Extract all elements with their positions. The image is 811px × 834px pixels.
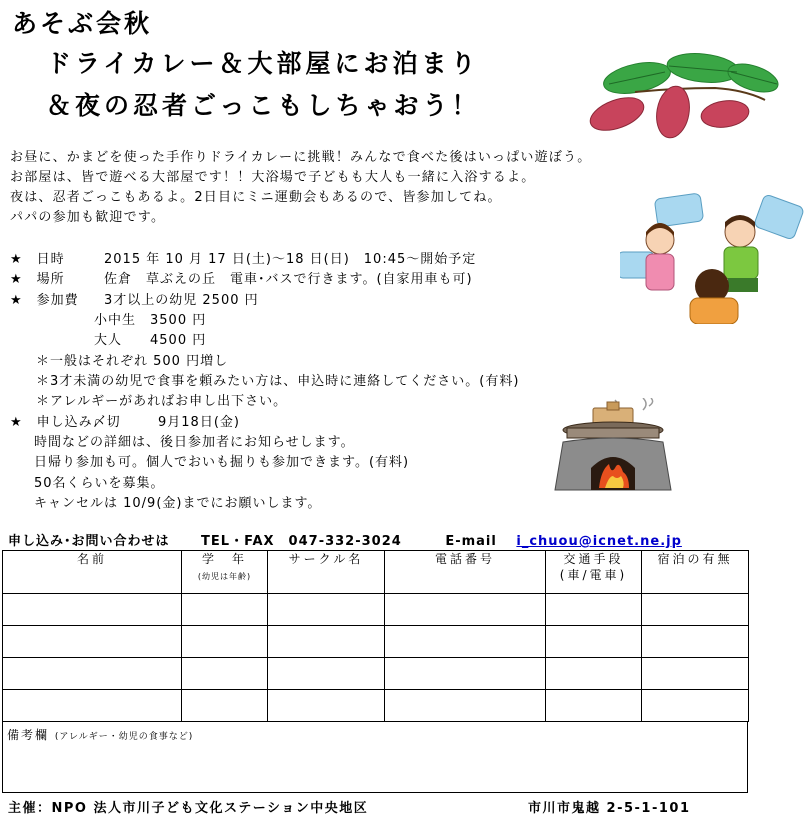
cell-grade[interactable] <box>182 594 268 626</box>
cell-circle[interactable] <box>268 594 385 626</box>
intro-line-3: 夜は、忍者ごっこもあるよ。2日目にミニ運動会もあるので、皆参加してね。 <box>10 190 502 205</box>
header-stay: 宿泊の有無 <box>642 551 749 594</box>
info-capacity: 50名くらいを募集。 <box>34 476 165 491</box>
kamado-stove-illustration <box>545 398 675 492</box>
header-grade: 学 年 (幼児は年齢) <box>182 551 268 594</box>
header-phone: 電話番号 <box>385 551 546 594</box>
deadline-value: 9月18日(金) <box>158 415 240 430</box>
note-general: ＊一般はそれぞれ 500 円増し <box>36 354 229 369</box>
cell-name[interactable] <box>3 690 182 722</box>
cell-name[interactable] <box>3 626 182 658</box>
cell-transport[interactable] <box>546 690 642 722</box>
remarks-label: 備考欄 (アレルギー・幼児の食事など) <box>7 728 194 742</box>
cell-phone[interactable] <box>385 626 546 658</box>
date-value: 2015 年 10 月 17 日(土)～18 日(日) 10:45～開始予定 <box>104 252 477 267</box>
cell-transport[interactable] <box>546 594 642 626</box>
application-form-table <box>2 550 749 722</box>
event-series-title: あそぶ会秋 <box>12 9 153 38</box>
intro-line-4: パパの参加も歓迎です。 <box>10 210 166 225</box>
intro-line-1: お昼に、かまどを使った手作りドライカレーに挑戦！みんなで食べた後はいっぱい遊ぼう。 <box>10 150 592 165</box>
contact-line <box>8 530 808 549</box>
kids-pillow-fight-illustration <box>620 192 805 324</box>
cell-phone[interactable] <box>385 658 546 690</box>
cell-transport[interactable] <box>546 626 642 658</box>
header-circle: サークル名 <box>268 551 385 594</box>
footer <box>8 797 691 816</box>
table-row <box>3 594 749 626</box>
table-row <box>3 690 749 722</box>
cell-stay[interactable] <box>642 690 749 722</box>
deadline-label: ★ 申し込み〆切 <box>10 415 121 430</box>
table-row <box>3 626 749 658</box>
info-details-later: 時間などの詳細は、後日参加者にお知らせします。 <box>34 435 355 450</box>
cell-grade[interactable] <box>182 690 268 722</box>
cell-circle[interactable] <box>268 690 385 722</box>
date-label: ★ 日時 <box>10 252 65 267</box>
fee-label: ★ 参加費 <box>10 293 79 308</box>
place-value: 佐倉 草ぶえの丘 電車･バスで行きます。(自家用車も可) <box>104 272 473 287</box>
cell-phone[interactable] <box>385 690 546 722</box>
contact-label: 申し込み･お問い合わせは <box>8 534 170 549</box>
organizer: 主催：NPO 法人市川子ども文化ステーション中央地区 <box>8 801 369 816</box>
email-link[interactable]: i_chuou@icnet.ne.jp <box>516 534 682 549</box>
event-title-line-1: ドライカレー＆大部屋にお泊まり <box>46 49 480 78</box>
email-label: E-mail <box>445 534 497 549</box>
cell-stay[interactable] <box>642 594 749 626</box>
header-transport: 交通手段 (車/電車) <box>546 551 642 594</box>
tel-fax: TEL・FAX 047-332-3024 <box>201 534 402 549</box>
cell-circle[interactable] <box>268 626 385 658</box>
table-header-row <box>3 551 749 594</box>
note-allergy: ＊アレルギーがあればお申し出下さい。 <box>36 394 288 409</box>
remarks-box[interactable] <box>2 722 748 793</box>
organizer-address: 市川市鬼越 2-5-1-101 <box>528 801 691 816</box>
cell-phone[interactable] <box>385 594 546 626</box>
intro-line-2: お部屋は、皆で遊べる大部屋です！！大浴場で子どもも大人も一緒に入浴するよ。 <box>10 170 536 185</box>
remarks-sub-label: (アレルギー・幼児の食事など) <box>54 732 194 742</box>
cell-grade[interactable] <box>182 626 268 658</box>
fee-child: 3才以上の幼児 2500 円 <box>104 293 259 308</box>
event-title-line-2: ＆夜の忍者ごっこもしちゃおう！ <box>46 91 481 120</box>
sweet-potato-illustration <box>585 48 785 140</box>
header-name: 名前 <box>3 551 182 594</box>
info-cancel: キャンセルは 10/9(金)までにお願いします。 <box>34 496 322 511</box>
cell-transport[interactable] <box>546 658 642 690</box>
cell-name[interactable] <box>3 658 182 690</box>
cell-grade[interactable] <box>182 658 268 690</box>
cell-stay[interactable] <box>642 658 749 690</box>
table-row <box>3 658 749 690</box>
info-day-trip: 日帰り参加も可。個人でおいも掘りも参加できます。(有料) <box>34 455 410 470</box>
cell-name[interactable] <box>3 594 182 626</box>
cell-stay[interactable] <box>642 626 749 658</box>
note-infant-meal: ＊3才未満の幼児で食事を頼みたい方は、申込時に連絡してください。(有料) <box>36 374 520 389</box>
cell-circle[interactable] <box>268 658 385 690</box>
fee-student: 小中生 3500 円 <box>94 313 207 328</box>
place-label: ★ 場所 <box>10 272 65 287</box>
fee-adult: 大人 4500 円 <box>94 333 207 348</box>
